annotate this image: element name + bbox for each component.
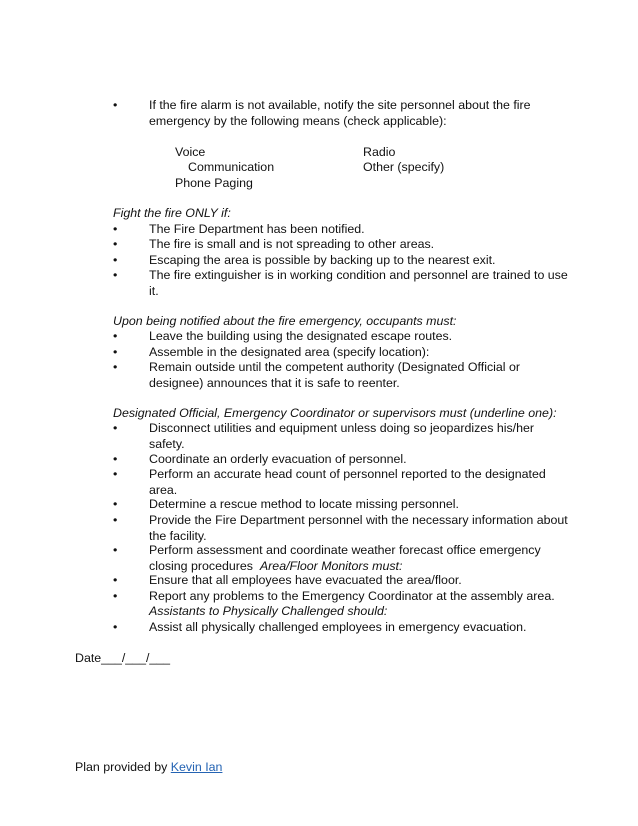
fight-item [113,253,573,269]
bullet: • [113,452,118,466]
officials-item-text-wrap [149,543,573,574]
bullet: • [113,329,118,343]
date-line: Date___/___/___ [75,651,171,665]
bullet: • [113,573,118,587]
fight-item [113,222,573,238]
officials-item-text: Report any problems to the Emergency Coordinator at the assembly area. [149,589,555,603]
bullet: • [113,513,118,527]
bullet: • [113,620,118,634]
assistants-heading: Assistants to Physically Challenged should: [149,604,388,618]
officials-item-text: Provide the Fire Department personnel with the necessary information about the facility. [149,513,568,543]
officials-item [113,589,573,605]
bullet: • [113,237,118,251]
officials-item [113,543,573,574]
bullet: • [113,268,118,282]
occupants-item-text: Assemble in the designated area (specify location): [149,345,430,359]
officials-item-text: Ensure that all employees have evacuated the area/floor. [149,573,462,587]
monitors-heading: Area/Floor Monitors must: [259,558,403,573]
bullet: • [113,421,118,435]
officials-item-text: Determine a rescue method to locate missing personnel. [149,497,459,511]
means-radio: Radio [363,145,396,159]
officials-item-text: Disconnect utilities and equipment unless doing so jeopardizes his/her safety. [149,421,535,451]
officials-item [113,421,573,452]
bullet: • [113,497,118,511]
occupants-heading: Upon being notified about the fire emergency, occupants must: [113,314,457,328]
officials-item-text: Perform an accurate head count of personnel reported to the designated area. [149,467,546,497]
alarm-notify-item [113,98,573,129]
footer-prefix: Plan provided by [75,760,168,774]
means-communication: Communication [188,160,275,174]
occupants-item [113,360,573,391]
bullet: • [113,589,118,603]
officials-item-text: Coordinate an orderly evacuation of personnel. [149,452,407,466]
bullet: • [113,98,118,112]
occupants-item [113,329,573,345]
officials-item [113,467,573,498]
bullet: • [113,360,118,374]
bullet: • [113,222,118,236]
officials-item [113,573,573,589]
officials-item [113,452,573,468]
bullet: • [113,253,118,267]
occupants-item [113,345,573,361]
fight-item-text: The Fire Department has been notified. [149,222,365,236]
occupants-item-text: Remain outside until the competent authority (Designated Official or designee) announces that it is safe to reenter. [149,360,520,390]
fight-heading: Fight the fire ONLY if: [113,206,231,220]
bullet: • [113,467,118,481]
fight-item-text: The fire is small and is not spreading to other areas. [149,237,435,251]
bullet: • [113,543,118,557]
officials-heading: Designated Official, Emergency Coordinator or supervisors must (underline one): [113,406,557,420]
bullet: • [113,345,118,359]
fight-item-text: The fire extinguisher is in working condition and personnel are trained to use it. [149,268,568,298]
officials-item [113,497,573,513]
officials-item-text: Perform assessment and coordinate weather forecast office emergency closing procedures [149,543,541,573]
officials-item [113,513,573,544]
occupants-item-text: Leave the building using the designated escape routes. [149,329,453,343]
alarm-notify-text: If the fire alarm is not available, notify the site personnel about the fire emergency by the following means (check applicable): [149,98,531,128]
means-voice: Voice [175,145,206,159]
officials-item [113,620,573,636]
author-link[interactable]: Kevin Ian [170,760,223,774]
fight-item-text: Escaping the area is possible by backing up to the nearest exit. [149,253,496,267]
fight-item [113,237,573,253]
footer [75,760,222,774]
means-other: Other (specify) [363,160,445,174]
means-phone-paging: Phone Paging [175,176,253,190]
fight-item [113,268,573,299]
officials-item-text: Assist all physically challenged employees in emergency evacuation. [149,620,527,634]
